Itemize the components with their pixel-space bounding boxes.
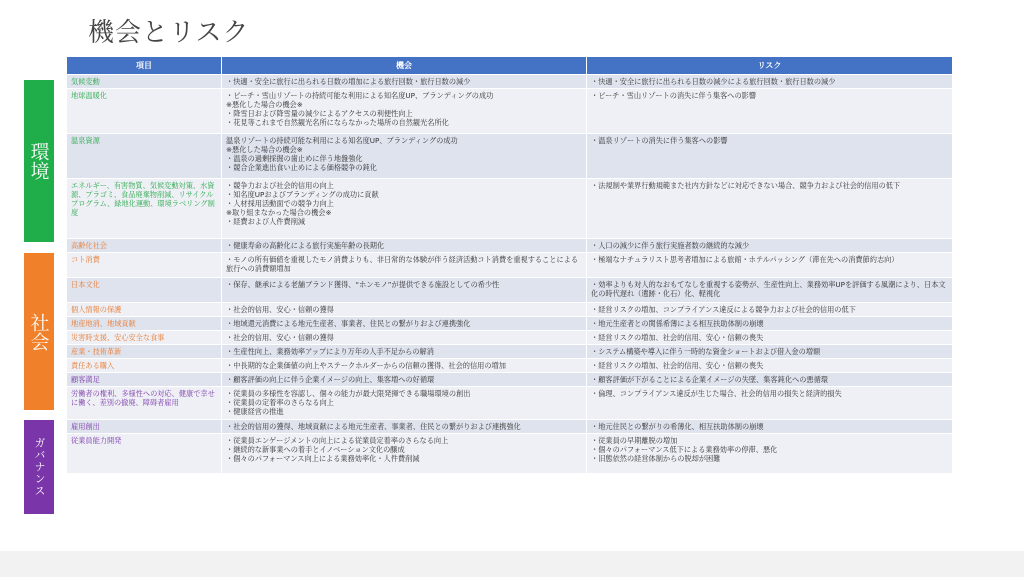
bottom-bar xyxy=(0,551,1024,577)
table-row xyxy=(67,359,953,373)
header-risk: リスク xyxy=(587,57,953,75)
cell-item: 地産地消、地域貢献 xyxy=(67,317,222,331)
cell-op: ・快適・安全に旅行に出られる日数の増加による旅行回数・旅行日数の減少 xyxy=(222,75,587,89)
cell-op: ・社会的信用の獲得、地域貢献による地元生産者、事業者、住民との繋がりおよび連携強化 xyxy=(222,420,587,434)
cell-op: ・従業員の多様性を容認し、個々の能力が最大限発揮できる職場環境の創出 ・従業員の定着率のさらなる向上 ・健康経営の推進 xyxy=(222,387,587,420)
cell-op: 温泉リゾートの持続可能な利用による知名度UP、ブランディングの成功 ※悪化した場合の機会※ ・温泉の過剰採掘の歯止めに伴う地盤強化 ・競合企業進出食い止めによる価格競争の鈍化 xyxy=(222,134,587,179)
page-title: 機会とリスク xyxy=(88,18,250,48)
cell-op: ・健康寿命の高齢化による旅行実施年齢の長期化 xyxy=(222,239,587,253)
category-social: 社会 xyxy=(24,253,54,410)
cell-op: ・競争力および社会的信用の向上 ・知名度UPおよびブランディングの成功に貢献 ・人材採用活動面での競争力向上 ※取り組まなかった場合の機会※ ・経費および人件費削減 xyxy=(222,179,587,239)
cell-op: ・顧客評価の向上に伴う企業イメージの向上、集客増への好循環 xyxy=(222,373,587,387)
table-row xyxy=(67,278,953,303)
header-opportunity: 機会 xyxy=(222,57,587,75)
cell-rk: ・ビーチ・雪山リゾートの消失に伴う集客への影響 xyxy=(587,89,953,134)
table-row xyxy=(67,373,953,387)
table-row xyxy=(67,420,953,434)
cell-item: 気候変動 xyxy=(67,75,222,89)
cell-item: 労働者の権利、多様性への対応、健康で幸せに働く、差別の撤廃、障碍者雇用 xyxy=(67,387,222,420)
table-row xyxy=(67,434,953,474)
table-row xyxy=(67,134,953,179)
table-row xyxy=(67,345,953,359)
cell-rk: ・経営リスクの増加、社会的信用、安心・信頼の喪失 xyxy=(587,331,953,345)
cell-rk: ・顧客評価が下がることによる企業イメージの失墜、集客鈍化への悪循環 xyxy=(587,373,953,387)
cell-item: 雇用創出 xyxy=(67,420,222,434)
cell-op: ・保存、継承による老舗ブランド獲得、“ホンモノ”が提供できる施設としての希少性 xyxy=(222,278,587,303)
cell-item: 責任ある購入 xyxy=(67,359,222,373)
table-row xyxy=(67,303,953,317)
cell-rk: ・効率よりも対人的なおもてなしを重視する姿勢が、生産性向上、業務効率UPを評価する風潮により、日本文化の時代遅れ（遺跡・化石）化、軽視化 xyxy=(587,278,953,303)
table-row xyxy=(67,317,953,331)
cell-item: 地球温暖化 xyxy=(67,89,222,134)
cell-item: 温泉資源 xyxy=(67,134,222,179)
cell-item: 日本文化 xyxy=(67,278,222,303)
cell-rk: ・法規制や業界行動規範また社内方針などに対応できない場合、競争力および社会的信用の低下 xyxy=(587,179,953,239)
cell-rk: ・地元住民との繋がりの希薄化、相互扶助体制の崩壊 xyxy=(587,420,953,434)
cell-rk: ・経営リスクの増加、社会的信用、安心・信頼の喪失 xyxy=(587,359,953,373)
table-row xyxy=(67,239,953,253)
cell-op: ・ビーチ・雪山リゾートの持続可能な利用による知名度UP、ブランディングの成功 ※悪化した場合の機会※ ・降雪日および降雪量の減少によるアクセスの利便性向上 ・花見等これまで自然観光名所にならなかった場所の自然観光名所化 xyxy=(222,89,587,134)
cell-op: ・中長期的な企業価値の向上やステークホルダーからの信頼の獲得、社会的信用の増加 xyxy=(222,359,587,373)
cell-op: ・地域還元消費による地元生産者、事業者、住民との繋がりおよび連携強化 xyxy=(222,317,587,331)
cell-op: ・生産性向上、業務効率アップにより万年の人手不足からの解消 xyxy=(222,345,587,359)
cell-item: 産業・技術革新 xyxy=(67,345,222,359)
cell-item: エネルギー、有害物質、気候変動対策、水資源、プラゴミ、食品廃棄物削減、リサイクルプログラム、緑地化運動、環境ラベリング制度 xyxy=(67,179,222,239)
opportunity-risk-table xyxy=(66,56,953,474)
cell-item: 災害時支援、安心安全な食事 xyxy=(67,331,222,345)
cell-op: ・モノの所有価値を重視したモノ消費よりも、非日常的な体験が伴う経済活動コト消費を重視することによる旅行への消費額増加 xyxy=(222,253,587,278)
table-row xyxy=(67,89,953,134)
table-row xyxy=(67,331,953,345)
category-environment: 環境 xyxy=(24,80,54,242)
cell-rk: ・経営リスクの増加、コンプライアンス違反による競争力および社会的信用の低下 xyxy=(587,303,953,317)
cell-rk: ・従業員の早期離脱の増加 ・個々のパフォーマンス低下による業務効率の停滞、悪化 ・旧態依然の経営体制からの脱却が困難 xyxy=(587,434,953,474)
cell-rk: ・極端なナチュラリスト思考者増加による旅館・ホテルパッシング（滞在先への消費節約志向） xyxy=(587,253,953,278)
table-row xyxy=(67,253,953,278)
table-row xyxy=(67,179,953,239)
header-item: 項目 xyxy=(67,57,222,75)
table-row xyxy=(67,75,953,89)
category-governance: ガバナンス xyxy=(24,420,54,514)
table-header-row xyxy=(67,57,953,75)
table-row xyxy=(67,387,953,420)
cell-op: ・社会的信用、安心・信頼の獲得 xyxy=(222,331,587,345)
cell-rk: ・温泉リゾートの消失に伴う集客への影響 xyxy=(587,134,953,179)
cell-rk: ・地元生産者との関係希薄による相互扶助体制の崩壊 xyxy=(587,317,953,331)
cell-op: ・従業員エンゲージメントの向上による従業員定着率のさらなる向上 ・継続的な新事業への着手とイノベーション文化の醸成 ・個々のパフォーマンス向上による業務効率化・人件費削減 xyxy=(222,434,587,474)
cell-item: 高齢化社会 xyxy=(67,239,222,253)
cell-rk: ・人口の減少に伴う旅行実施者数の継続的な減少 xyxy=(587,239,953,253)
cell-rk: ・快適・安全に旅行に出られる日数の減少による旅行回数・旅行日数の減少 xyxy=(587,75,953,89)
cell-op: ・社会的信用、安心・信頼の獲得 xyxy=(222,303,587,317)
cell-item: 顧客満足 xyxy=(67,373,222,387)
cell-rk: ・システム構築や導入に伴う一時的な資金ショートおよび借入金の増額 xyxy=(587,345,953,359)
cell-rk: ・倫理、コンプライアンス違反が生じた場合、社会的信用の損失と経済的損失 xyxy=(587,387,953,420)
cell-item: コト消費 xyxy=(67,253,222,278)
cell-item: 従業員能力開発 xyxy=(67,434,222,474)
cell-item: 個人情報の保護 xyxy=(67,303,222,317)
